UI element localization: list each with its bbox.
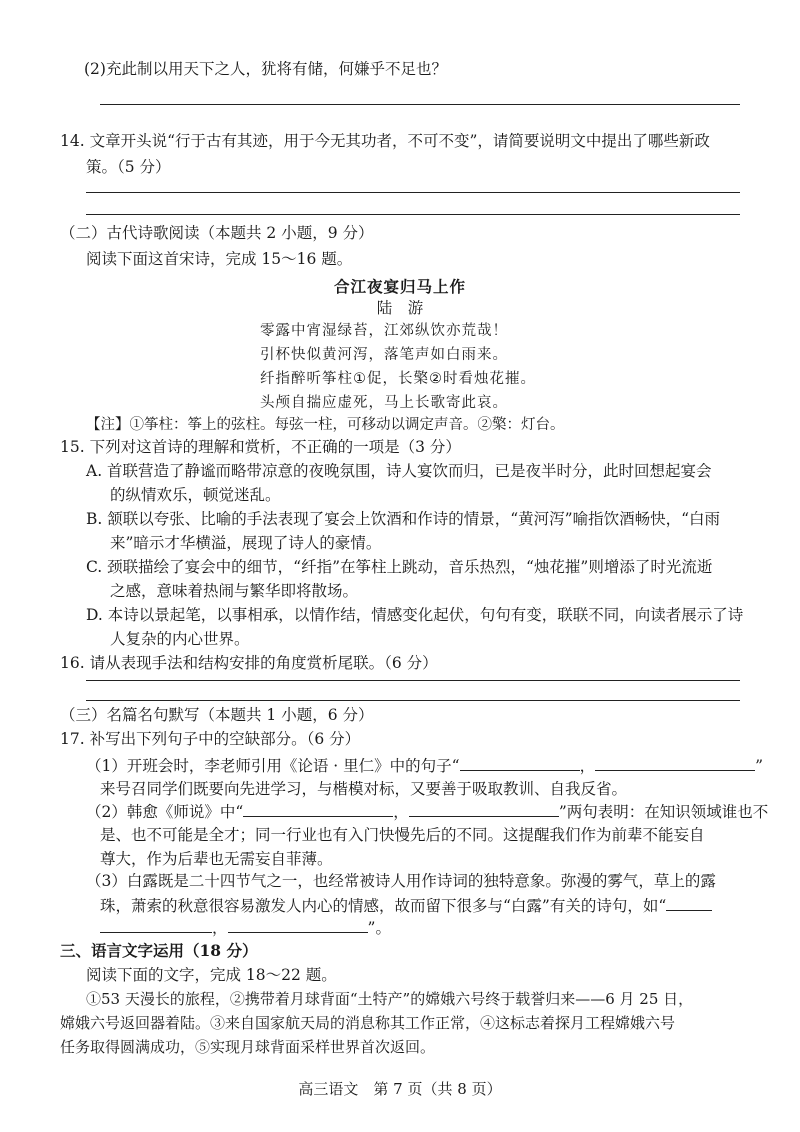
q17-sentence-2: [86, 800, 768, 823]
section-2-intro: 阅读下面这首宋诗，完成 15～16 题。: [86, 250, 353, 268]
q17-s3-comma: ，: [212, 919, 228, 937]
q15-option-a-line1: A. 首联营造了静谧而略带凉意的夜晚氛围，诗人宴饮而归，已是夜半时分，此时回想起宴会: [86, 462, 712, 480]
poem-author: 陆 游: [376, 299, 424, 317]
page-footer: 高三语文 第 7 页（共 8 页）: [298, 1080, 502, 1098]
q17-stem: 17. 补写出下列句子中的空缺部分。（6 分）: [60, 730, 361, 748]
fill-blank-1a[interactable]: [460, 754, 580, 771]
q15-option-b-line2: 来”暗示才华横溢，展现了诗人的豪情。: [110, 534, 382, 552]
q17-sentence-2-line3: 尊大，作为后辈也无需妄自菲薄。: [100, 850, 333, 868]
answer-line[interactable]: [86, 700, 740, 701]
q17-sentence-2-line2: 是、也不可能是全才；同一行业也有入门快慢先后的不同。这提醒我们作为前辈不能妄自: [100, 826, 705, 844]
passage-line-3: 任务取得圆满成功，⑤实现月球背面采样世界首次返回。: [60, 1038, 436, 1056]
poem-line-1: 零露中宵湿绿苔，江郊纵饮亦荒哉！: [260, 323, 508, 339]
fill-blank-3a-start[interactable]: [666, 894, 712, 911]
q15-option-d-line1: D. 本诗以景起笔，以事相承，以情作结，情感变化起伏，句句有变，联联不同，向读者展示了诗: [86, 606, 744, 624]
answer-line[interactable]: [86, 680, 740, 681]
q14-line2: 策。（5 分）: [86, 158, 171, 176]
q17-sentence-1: [86, 754, 763, 777]
passage-line-2: 嫦娥六号返回器着陆。③来自国家航天局的消息称其工作正常，④这标志着探月工程嫦娥六号: [60, 1014, 676, 1032]
poem-title: 合江夜宴归马上作: [333, 277, 466, 296]
q17-s3-text: 珠，萧索的秋意很容易激发人内心的情感，故而留下很多与“白露”有关的诗句，如“: [100, 897, 667, 915]
q15-option-b-line1: B. 颔联以夸张、比喻的手法表现了宴会上饮酒和作诗的情景，“黄河泻”喻指饮酒畅快，“白雨: [86, 510, 721, 528]
poem-line-3: 纤指醉听筝柱①促，长檠②时看烛花摧。: [260, 371, 536, 387]
q15-option-c-line1: C. 颈联描绘了宴会中的细节，“纤指”在筝柱上跳动，音乐热烈，“烛花摧”则增添了时光流逝: [86, 558, 713, 576]
answer-line[interactable]: [100, 104, 740, 105]
q15-stem: 15. 下列对这首诗的理解和赏析，不正确的一项是（3 分）: [60, 438, 461, 456]
fill-blank-3b[interactable]: [228, 916, 368, 933]
poem-line-4: 头颅自揣应虚死，马上长歌寄此哀。: [260, 395, 508, 411]
answer-line[interactable]: [86, 214, 740, 215]
q15-option-a-line2: 的纵情欢乐，顿觉迷乱。: [110, 486, 281, 504]
section-2-heading: （二）古代诗歌阅读（本题共 2 小题，9 分）: [60, 224, 374, 242]
answer-line[interactable]: [86, 192, 740, 193]
q17-sentence-3-line2: [100, 894, 712, 917]
q15-option-c-line2: 之感，意味着热闹与繁华即将散场。: [110, 582, 359, 600]
q17-s1-prefix: （1）开班会时，李老师引用《论语 · 里仁》中的句子“: [86, 757, 460, 775]
poem-note: 【注】①筝柱：筝上的弦柱。每弦一柱，可移动以调定声音。②檠：灯台。: [86, 417, 565, 433]
fill-blank-1b[interactable]: [595, 754, 755, 771]
q17-s2-comma: ，: [393, 803, 409, 821]
q17-sentence-3-line3: [100, 916, 391, 939]
part-3-heading: 三、语言文字运用（18 分）: [60, 941, 258, 960]
fill-blank-2a[interactable]: [243, 800, 393, 817]
q17-s3-end: ”。: [367, 919, 391, 937]
q17-s1-quote-end: ”: [755, 757, 764, 775]
q17-s2-suffix: ”两句表明：在知识领域谁也不: [558, 803, 769, 821]
fill-blank-3a[interactable]: [100, 916, 212, 933]
q17-s2-prefix: （2）韩愈《师说》中“: [86, 803, 244, 821]
passage-line-1: ①53 天漫长的旅程，②携带着月球背面“土特产”的嫦娥六号终于载誉归来——6 月 25 日，: [86, 990, 694, 1008]
q14-line1: 14. 文章开头说“行于古有其迹，用于今无其功者，不可不变”，请简要说明文中提出了哪些新政: [60, 132, 710, 150]
q17-s1-comma: ，: [579, 757, 596, 775]
q16-stem: 16. 请从表现手法和结构安排的角度赏析尾联。（6 分）: [60, 654, 438, 672]
q15-option-d-line2: 人复杂的内心世界。: [110, 630, 250, 648]
q17-sentence-3: （3）白露既是二十四节气之一，也经常被诗人用作诗词的独特意象。弥漫的雾气，草上的露: [86, 872, 716, 890]
section-3-heading: （三）名篇名句默写（本题共 1 小题，6 分）: [60, 706, 374, 724]
poem-line-2: 引杯快似黄河泻，落笔声如白雨来。: [260, 347, 508, 363]
fill-blank-2b[interactable]: [409, 800, 559, 817]
part-3-intro: 阅读下面的文字，完成 18～22 题。: [86, 966, 337, 984]
q17-sentence-1-cont: 来号召同学们既要向先进学习，与楷模对标，又要善于吸取教训、自我反省。: [100, 780, 628, 798]
q13-sub2-text: (2)充此制以用天下之人，犹将有储，何嫌乎不足也？: [84, 60, 447, 78]
